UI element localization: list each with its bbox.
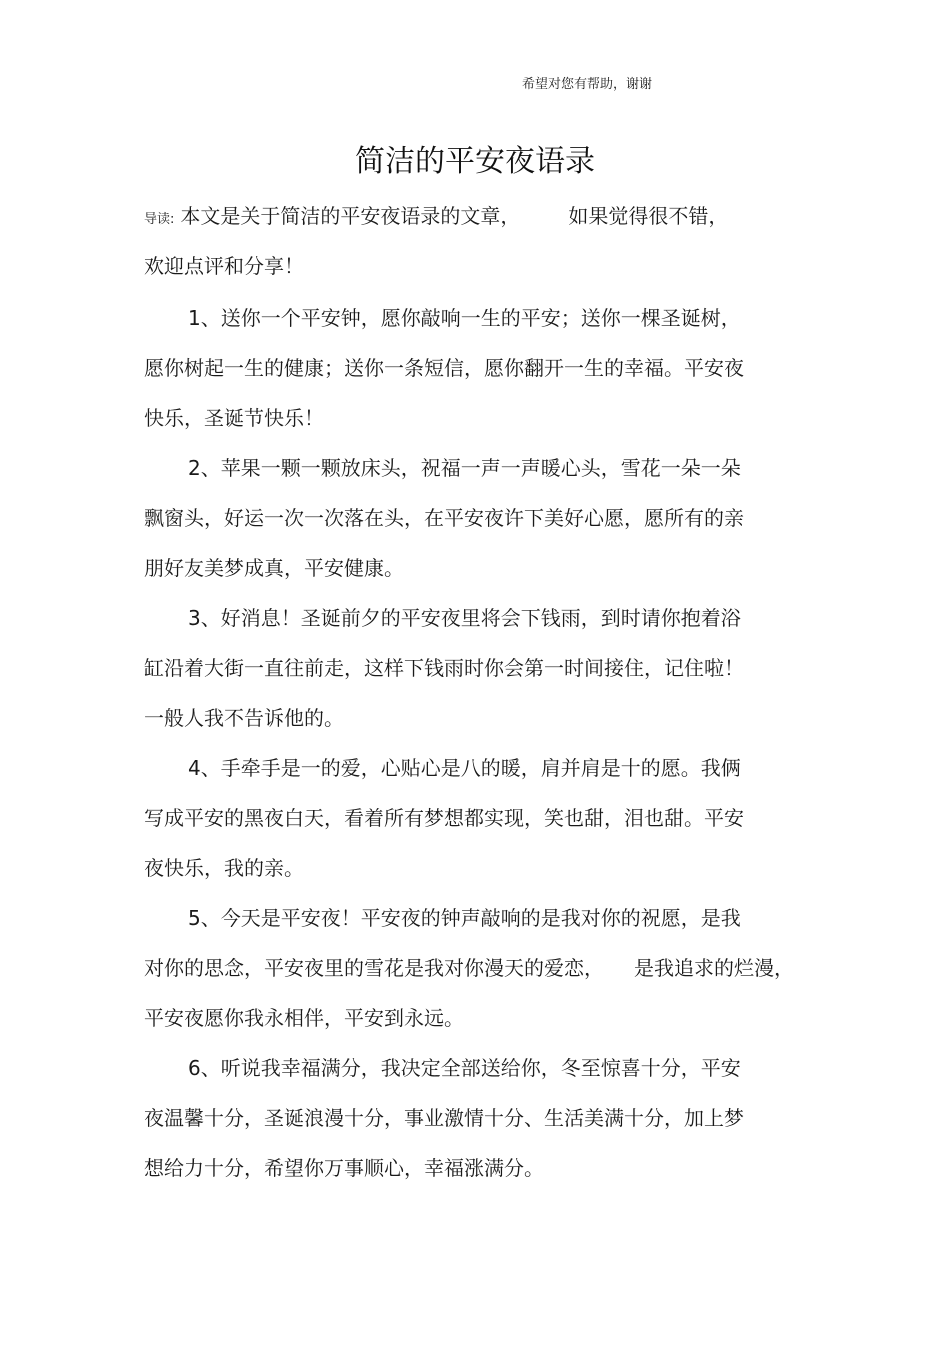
quote-line: 2、苹果一颗一颗放床头，祝福一声一声暖心头，雪花一朵一朵 — [188, 456, 741, 480]
intro-text-1b: 如果觉得很不错， — [568, 204, 729, 228]
quote-list — [144, 298, 804, 1198]
quote-item-4 — [144, 748, 804, 898]
quote-line: 快乐，圣诞节快乐！ — [144, 406, 324, 430]
quote-line: 平安夜愿你我永相伴，平安到永远。 — [144, 1006, 464, 1030]
intro-paragraph — [144, 196, 804, 296]
intro-text-1a: 本文是关于简洁的平安夜语录的文章， — [180, 204, 521, 228]
quote-line-part: 是我追求的烂漫， — [634, 956, 794, 980]
quote-line: 1、送你一个平安钟，愿你敲响一生的平安；送你一棵圣诞树， — [188, 306, 741, 330]
intro-line-2: 欢迎点评和分享！ — [144, 254, 304, 278]
quote-item-2 — [144, 448, 804, 598]
header-note: 希望对您有帮助，谢谢 — [522, 77, 653, 92]
quote-line: 想给力十分，希望你万事顺心，幸福涨满分。 — [144, 1156, 544, 1180]
quote-line: 夜温馨十分，圣诞浪漫十分，事业激情十分、生活美满十分，加上梦 — [144, 1106, 744, 1130]
quote-line: 愿你树起一生的健康；送你一条短信，愿你翻开一生的幸福。平安夜 — [144, 356, 744, 380]
quote-line — [144, 948, 804, 998]
quote-line: 4、手牵手是一的爱，心贴心是八的暖，肩并肩是十的愿。我俩 — [188, 756, 741, 780]
quote-item-3 — [144, 598, 804, 748]
quote-item-6 — [144, 1048, 804, 1198]
quote-line: 5、今天是平安夜！平安夜的钟声敲响的是我对你的祝愿，是我 — [188, 906, 741, 930]
quote-line: 飘窗头，好运一次一次落在头，在平安夜许下美好心愿，愿所有的亲 — [144, 506, 744, 530]
page-title: 简洁的平安夜语录 — [355, 144, 595, 179]
quote-line-part: 对你的思念，平安夜里的雪花是我对你漫天的爱恋， — [144, 956, 604, 980]
quote-item-5 — [144, 898, 804, 1048]
intro-label: 导读: — [144, 212, 175, 227]
quote-line: 缸沿着大街一直往前走，这样下钱雨时你会第一时间接住，记住啦！ — [144, 656, 744, 680]
quote-line: 6、听说我幸福满分，我决定全部送给你，冬至惊喜十分，平安 — [188, 1056, 741, 1080]
quote-line: 夜快乐，我的亲。 — [144, 856, 304, 880]
intro-line-1 — [144, 196, 804, 246]
quote-line: 朋好友美梦成真，平安健康。 — [144, 556, 404, 580]
quote-line: 一般人我不告诉他的。 — [144, 706, 344, 730]
quote-item-1 — [144, 298, 804, 448]
quote-line: 写成平安的黑夜白天，看着所有梦想都实现，笑也甜，泪也甜。平安 — [144, 806, 744, 830]
quote-line: 3、好消息！圣诞前夕的平安夜里将会下钱雨，到时请你抱着浴 — [188, 606, 741, 630]
